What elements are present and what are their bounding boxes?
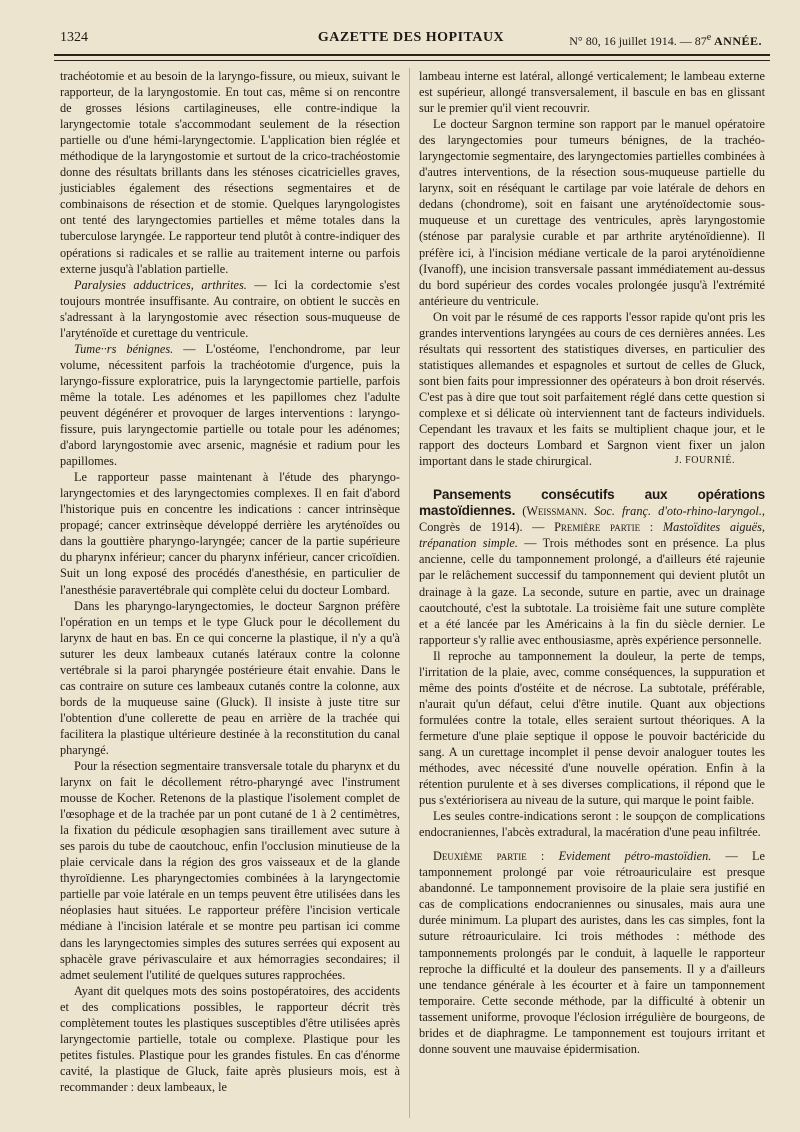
paragraph: trachéotomie et au besoin de la laryngo-fissure, ou mieux, suivant le rapporteur, de la laryngostomie. En tout cas, même si on rencontre de grosses lésions cartilagineuses, elle contre-indique la laryngectomie totale s'accommodant seulement de la résection partielle ou d'une hémi-laryngectomie. L'application bien réglée et méthodique de la laryngostomie et surtout de la crico-trachéostomie donne des résultats brillants dans les sténoses cicatricielles graves, justiciables également des résections segmentaires et de combinaisons de résection et de stomie. Quelques laryngologistes ont tenté des laryngectomies partielles et même totales dans la tuberculose laryngée. Le rapporteur tend plutôt à contre-indiquer des opérations si radicales et se rallie au traitement interne ou parfois externe jusqu'à l'ablation partielle. [60,69,400,276]
paragraph: lambeau interne est latéral, allongé verticalement; le lambeau externe est supérieur, allongé transversalement, il bascule en bas en glissant sur le premier qu'il vient recouvrir. [419,69,765,116]
paragraph-lead: Tume··rs bénignes. [74,341,174,356]
right-column [419,68,765,1057]
paragraph: Ayant dit quelques mots des soins postopératoires, des accidents et des complications possibles, le rapporteur décrit très complètement toutes les plastiques susceptibles d'être utilisées après laryngectomie partielle, totale ou complexe. Plastique pour les petites fistules. Plastique pour les grandes fistules. En cas d'énorme cavité, la plastique de Gluck, faite après plusieurs mois, est à recommander : deux lambeaux, le [60,983,400,1094]
paragraph [60,277,400,341]
page-header [60,28,762,54]
paragraph: Le rapporteur passe maintenant à l'étude des pharyngo-laryngectomies et des laryngectomies complexes. Il en fait d'abord l'historique puis en concentre les indications : cancer intrinsèque propagé; cancer extrinsèque développé derrière les aryténoïdes ou dans la gouttière pharyngo-laryngée; cancer de la partie supérieure du pharynx inférieur; cancer du pharynx inférieur, cancer cricoïdien. Suit un long exposé des procédés d'anesthésie, en particulier de l'anesthésie paravertébrale qui complète celui du docteur Lombard. [60,470,400,597]
journal-title: GAZETTE DES HOPITAUX [317,30,505,45]
paragraph [419,848,765,1057]
section-text: — Trois méthodes sont en présence. La plus ancienne, celle du tamponnement prolongé, a d'ailleurs été rajeunie par le relâchement successif du tamponnement qui devient plutôt un drainage à la gaze. La seconde, suture en partie, avec un drainage caoutchouté, c'est la subtotale. La troisième fait une suture complète et a été lancée par les Américains à la fin du siècle dernier. Le rapporteur s'y rallie avec enthousiasme, après expérience personnelle. [419,536,765,647]
issue-text: N° 80, 16 juillet 1914. — 87 [569,34,707,48]
author-signature: J. FOURNIÉ. [674,455,735,467]
left-column [60,68,400,1095]
paragraph: On voit par le résumé de ces rapports l'essor rapide qu'ont pris les grandes interventions laryngées au cours de ces dernières années. Les résultats qui ressortent des statistiques diverses, en particulier des statistiques allemandes et espagnoles et surtout de celles de Gluck, sont bien faits pour impressionner des opérateurs à bon droit réservés. C'est pas à dire que tout soit parfaitement réglé dans cette question si complexe et si délicate où interviennent tant de facteurs individuels. Cependant les travaux et les faits se multiplient chaque jour, et le rapport des docteurs Lombard et Sargnon vient fixer un jalon important dans le stade chirurgical. [419,309,765,469]
paragraph: Pour la résection segmentaire transversale totale du pharynx et du larynx on fait le décollement rétro-pharyngé avec l'instrument mousse de Kocher. Retenons de la plastique l'isolement complet de l'œsophage et de la trachée par un pont cutané de 1 à 2 centimètres, la fixation du pédicule œsophagien sans tiraillement avec suture à ses parois du tube de caoutchouc, enfin l'occlusion minutieuse de la plaie cervicale dans la région des gros vaisseaux et de la glande thyroïdienne. Les pharyngectomies combinées à la laryngectomie partielle par voie latérale en un temps peuvent être utilisées dans les néoplasies haut situées. Le rapporteur préfère l'incision verticale médiane à l'incision latérale et se montre peu partisan ici comme dans les laryngectomies simples des sutures serrées qui exposent au sphacèle grave périvasculaire et aux hémorragies secondaires; il admet seulement l'utilité de quelques sutures rapprochées. [60,759,400,982]
paragraph: Les seules contre-indications seront : le soupçon de complications endocraniennes, l'abcès extradural, la macération d'une peau infiltrée. [419,809,765,840]
section-title: Pansements consécutifs aux opérations mastoïdiennes. [419,487,765,519]
paragraph-text: — Ici la cordectomie s'est toujours montrée insuffisante. Au contraire, on obtient le succès en s'adressant à la laryngostomie avec résection sous-muqueuse de l'aryténoïde et curettage du ventricule. [60,277,400,340]
paragraph-text: — Le tamponnement prolongé par voie rétroauriculaire est presque abandonné. Le tamponnement provisoire de la plaie sera justifié en cas de complications endocraniennes ou sinusales, mais aura une durée minimum. La plupart des auristes, dans les cas simples, font la suture rétroauriculaire. Ici trois méthodes : méthode des tamponnements prolongés par le conduit, à laquelle le rapporteur reproche la difficulté et la douleur des pansements. Il y a d'ailleurs une tendance générale à les écourter et à faire un tamponnement temporaire. Cette seconde méthode, par la difficulté à obtenir un tassement uniforme, provoque l'éclosion irrégulière de bourgeons, de brides et de diaphragme. Le tamponnement est toujours irritant et donne souvent une mauvaise épidermisation. [419,849,765,1056]
section-ref-author: (Weissmann. [522,504,588,519]
paragraph: Le docteur Sargnon termine son rapport par le manuel opératoire des laryngectomies pour tumeurs bénignes, de la trachéo-laryngectomie segmentaire, des laryngectomies partielles combinées à d'autres interventions, de la résection sous-muqueuse partielle du larynx, soit en réséquant le cartilage par voie latérale de dehors en dedans (chondrome), soit en faisant une aryténoïdectomie sous-muqueuse et un curettage des ventricules, après laryngostomie (sténose par paralysie curable et par arthrite aryténoïdienne). Il préfère ici, à l'incision médiane verticale de la paroi aryténoïdienne (Ivanoff), une incision transversale passant immédiatement au-dessus du bord supérieur des cordes vocales prolongée jusqu'à l'extrémité antérieure du ventricule. [419,117,765,308]
section-ref-sep: : [640,520,663,535]
part-title: Evidement pétro-mastoïdien. [558,849,712,864]
issue-superscript: e [706,32,712,43]
paragraph [60,341,400,469]
part-label: Deuxième partie [433,849,527,864]
section-part-label: Première partie [554,520,641,535]
paragraph-lead: Paralysies adductrices, arthrites. [74,277,247,292]
column-divider [409,68,410,1118]
header-rule-thick [54,54,770,56]
section-ref-society: Soc. franç. d'oto-rhino-laryngol., [594,504,765,519]
paragraph-text: — L'ostéome, l'enchondrome, par leur volume, nécessitent parfois la trachéotomie d'urgence, puis la laryngo-fissure exploratrice, puis la laryngectomie partielle, parfois même la totale. Les adénomes et les papillomes chez l'adulte peuvent dégénérer et provoquer de larges interventions : laryngo-fissure, puis laryngectomie partielle ou totale pour les adénomes; d'abord laryngostomie avec arsenic, magnésie et radium pour les papillomes. [60,341,400,469]
issue-suffix: ANNÉE. [711,34,762,48]
page-number: 1324 [60,30,88,45]
paragraph: Dans les pharyngo-laryngectomies, le docteur Sargnon préfère l'opération en un temps et le type Gluck pour le décollement du larynx de haut en bas. En ce qui concerne la plastique, il n'y a qu'à suturer les deux lambeaux cutanés latéraux contre la colonne vertébrale si la paroi pharyngée postérieure était envahie. Dans le cas contraire on suture ces lambeaux cutanés contre la colonne, aux bords de la muqueuse saine (Gluck). Il insiste à juste titre sur l'obtention d'une collerette de peau en arrière de la trachée qui facilitera la plastique ultérieure destinée à la reconstitution du canal pharyngé. [60,598,400,757]
section-ref-congress: Congrès de 1914). — [419,520,555,535]
paragraph: Il reproche au tamponnement la douleur, la perte de temps, l'irritation de la plaie, avec, comme conséquences, la suppuration et même des points d'ostéite et de nécrose. La subtotale, préférable, n'aurait qu'un défaut, celui d'être inutile. Quant aux objections formulées contre la totale, elles seraient surtout théoriques. A la fermeture d'une plaie septique il oppose le pouvoir bactéricide du sang. A un curettage incomplet il pense devoir analoguer toutes les méthodes, avec nécessité d'une nouvelle opération. Enfin à la rétention purulente et à ses diverses complications, il répond que le pus s'extériorisera au niveau de la suture, qui marque le point faible. [419,648,765,808]
header-rule-thin [54,60,770,61]
section-part-title: Mastoïdites aiguës, trépanation simple. [419,520,766,551]
section-paragraph [419,487,765,647]
issue-info [569,32,762,49]
part-sep: : [526,849,559,864]
